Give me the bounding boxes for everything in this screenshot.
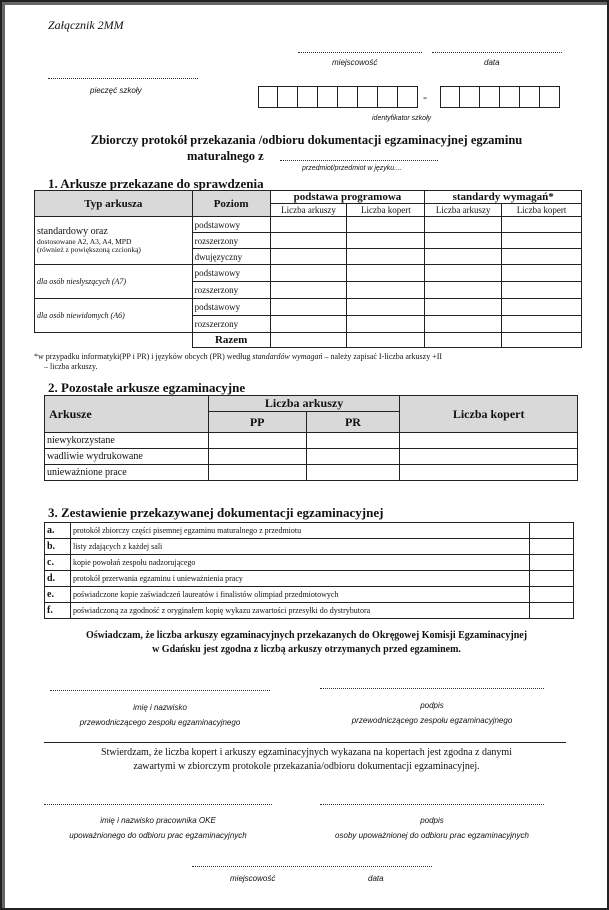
sign1-left2: przewodniczącego zespołu egzaminacyjnego (79, 718, 241, 728)
col-pp-header: podstawa programowa (270, 191, 425, 204)
doc-title-line1: Zbiorczy protokół przekazania /odbioru dokumentacji egzaminacyjnej egzaminu (90, 133, 523, 147)
input-cell[interactable] (425, 265, 502, 282)
subject-line[interactable] (280, 152, 438, 161)
id-box[interactable] (520, 86, 540, 108)
sign2-left-labels (44, 813, 272, 843)
annex-label: Załącznik 2MM (48, 18, 124, 32)
group-deaf: dla osób niesłyszących (A7) (35, 265, 193, 299)
level-ext: rozszerzony (192, 233, 270, 249)
input-cell[interactable] (306, 449, 400, 465)
input-cell[interactable] (208, 433, 306, 449)
school-id-label: identyfikator szkoły (372, 115, 432, 122)
item-text: poświadczone kopie zaświadczeń laureatów i finalistów olimpiad przedmiotowych (70, 587, 529, 603)
id-separator: - (423, 90, 427, 104)
id-box[interactable] (378, 86, 398, 108)
item-letter: d. (45, 571, 71, 587)
sub-envelopes: Liczba kopert (347, 204, 425, 217)
input-cell[interactable] (347, 249, 425, 265)
input-cell[interactable] (347, 217, 425, 233)
item-check[interactable] (530, 555, 574, 571)
place-line (298, 44, 422, 53)
col-sheets-header: Arkusze (45, 396, 209, 433)
level-basic: podstawowy (192, 217, 270, 233)
footnote-part-d: – liczba arkuszy. (44, 362, 98, 371)
id-box[interactable] (540, 86, 560, 108)
footer-date-label: data (368, 874, 384, 883)
total-spacer (35, 333, 193, 348)
input-cell[interactable] (208, 449, 306, 465)
school-id-boxes-2 (440, 86, 560, 108)
input-cell[interactable] (400, 449, 578, 465)
col-type-header: Typ arkusza (35, 191, 193, 217)
input-cell[interactable] (425, 299, 502, 316)
statement-line2: zawartymi w zbiorczym protokole przekazania/odbioru dokumentacji egzaminacyjnej. (133, 761, 480, 772)
name-line[interactable] (50, 684, 270, 691)
id-box[interactable] (500, 86, 520, 108)
doc-title-line2: maturalnego z (187, 149, 264, 163)
input-cell[interactable] (270, 316, 347, 333)
sign2-right1: podpis (420, 816, 444, 825)
subject-hint: przedmiot/przedmiot w języku.... (302, 165, 402, 172)
footer-line[interactable] (192, 860, 432, 867)
school-id-boxes (258, 86, 418, 108)
input-cell[interactable] (347, 333, 425, 348)
input-cell[interactable] (400, 433, 578, 449)
item-check[interactable] (530, 587, 574, 603)
sign1-left-labels (50, 700, 270, 730)
group-blind: dla osób niewidomych (A6) (35, 299, 193, 333)
sub-envelopes: Liczba kopert (502, 204, 582, 217)
footnote-part-a: *w przypadku informatyki(PP i PR) i języków obcych (PR) według (34, 352, 251, 361)
input-cell[interactable] (425, 333, 502, 348)
col-env-header: Liczba kopert (400, 396, 578, 433)
item-letter: b. (45, 539, 71, 555)
input-cell[interactable] (502, 316, 582, 333)
item-text: kopie powołań zespołu nadzorującego (70, 555, 529, 571)
statement-line1: Stwierdzam, że liczba kopert i arkuszy egzaminacyjnych wykazana na kopertach jest zgodna z danymi (101, 747, 512, 758)
date-label: data (484, 58, 500, 67)
col-level-header: Poziom (192, 191, 270, 217)
level-basic: podstawowy (192, 299, 270, 316)
group1-title: standardowy oraz (37, 226, 108, 238)
row-annulled: unieważnione prace (45, 465, 209, 481)
input-cell[interactable] (425, 233, 502, 249)
item-letter: e. (45, 587, 71, 603)
sign2-left2: upoważnionego do odbioru prac egzaminacyjnych (69, 831, 247, 841)
statement (2, 746, 609, 774)
col-pp-header: PP (208, 412, 306, 433)
total-label: Razem (192, 333, 270, 348)
input-cell[interactable] (425, 249, 502, 265)
stamp-label: pieczęć szkoły (90, 86, 142, 95)
section1-footnote (34, 352, 586, 372)
input-cell[interactable] (502, 233, 582, 249)
declaration-line1: Oświadczam, że liczba arkuszy egzaminacyjnych przekazanych do Okręgowej Komisji Egzaminacyjnej (85, 630, 528, 641)
input-cell[interactable] (425, 282, 502, 299)
group-standard (35, 217, 193, 265)
input-cell[interactable] (270, 333, 347, 348)
input-cell[interactable] (270, 217, 347, 233)
input-cell[interactable] (347, 299, 425, 316)
col-count-header: Liczba arkuszy (208, 396, 400, 412)
item-check[interactable] (530, 539, 574, 555)
item-letter: a. (45, 523, 71, 539)
item-text: poświadczoną za zgodność z oryginałem kopię wykazu zawartości przesyłki do dystrybutora (70, 603, 529, 619)
col-pr-header: PR (306, 412, 400, 433)
input-cell[interactable] (502, 217, 582, 233)
sub-sheets: Liczba arkuszy (270, 204, 347, 217)
input-cell[interactable] (400, 465, 578, 481)
sign2-right2: osoby upoważnionej do odbioru prac egzaminacyjnych (335, 831, 529, 841)
id-box[interactable] (358, 86, 378, 108)
input-cell[interactable] (270, 265, 347, 282)
level-ext: rozszerzony (192, 282, 270, 299)
input-cell[interactable] (347, 282, 425, 299)
row-misprinted: wadliwie wydrukowane (45, 449, 209, 465)
item-text: listy zdających z każdej sali (70, 539, 529, 555)
row-unused: niewykorzystane (45, 433, 209, 449)
input-cell[interactable] (347, 316, 425, 333)
section2-heading: 2. Pozostałe arkusze egzaminacyjne (48, 380, 246, 395)
item-text: protokół przerwania egzaminu i unieważnienia pracy (70, 571, 529, 587)
input-cell[interactable] (306, 465, 400, 481)
level-ext: rozszerzony (192, 316, 270, 333)
footer-place-label: miejscowość (230, 874, 276, 883)
input-cell[interactable] (347, 233, 425, 249)
input-cell[interactable] (502, 265, 582, 282)
item-letter: c. (45, 555, 71, 571)
divider (44, 742, 566, 743)
stamp-line (48, 70, 198, 79)
section1-heading: 1. Arkusze przekazane do sprawdzenia (48, 176, 264, 191)
id-box[interactable] (258, 86, 278, 108)
footnote-part-c: – należy zapisać I-liczba arkuszy +II (324, 352, 443, 361)
sign1-left1: imię i nazwisko (133, 703, 187, 712)
input-cell[interactable] (425, 217, 502, 233)
id-box[interactable] (318, 86, 338, 108)
input-cell[interactable] (502, 282, 582, 299)
section1-table (34, 190, 582, 348)
item-check[interactable] (530, 523, 574, 539)
input-cell[interactable] (270, 233, 347, 249)
id-box[interactable] (278, 86, 298, 108)
id-box[interactable] (398, 86, 418, 108)
item-check[interactable] (530, 571, 574, 587)
input-cell[interactable] (502, 249, 582, 265)
item-check[interactable] (530, 603, 574, 619)
input-cell[interactable] (306, 433, 400, 449)
declaration (2, 629, 609, 656)
input-cell[interactable] (270, 282, 347, 299)
section2-table (44, 395, 578, 481)
input-cell[interactable] (502, 299, 582, 316)
level-basic: podstawowy (192, 265, 270, 282)
input-cell[interactable] (208, 465, 306, 481)
signature-line[interactable] (320, 682, 544, 689)
sign1-right2: przewodniczącego zespołu egzaminacyjnego (351, 716, 513, 726)
group1-sub1: dostosowane A2, A3, A4, MPD (37, 236, 132, 246)
declaration-line2: w Gdańsku jest zgodna z liczbą arkuszy otrzymanych przed egzaminem. (152, 643, 461, 655)
sign2-left1: imię i nazwisko pracownika OKE (100, 816, 216, 825)
id-box[interactable] (460, 86, 480, 108)
id-box[interactable] (298, 86, 318, 108)
item-text: protokół zbiorczy części pisemnej egzaminu maturalnego z przedmiotu (70, 523, 529, 539)
sign2-right-labels (320, 813, 544, 843)
oke-name-line[interactable] (44, 798, 272, 805)
oke-signature-line[interactable] (320, 798, 544, 805)
input-cell[interactable] (347, 265, 425, 282)
section3-heading: 3. Zestawienie przekazywanej dokumentacji egzaminacyjnej (48, 505, 384, 520)
input-cell[interactable] (425, 316, 502, 333)
item-letter: f. (45, 603, 71, 619)
id-box[interactable] (480, 86, 500, 108)
input-cell[interactable] (270, 299, 347, 316)
date-line (432, 44, 562, 53)
place-label: miejscowość (332, 58, 378, 67)
col-sw-header: standardy wymagań* (425, 191, 582, 204)
sign1-right-labels (320, 698, 544, 728)
level-bilingual: dwujęzyczny (192, 249, 270, 265)
section3-table (44, 522, 574, 619)
sign1-right1: podpis (420, 701, 444, 710)
group1-sub2: (również z powiększoną czcionką) (37, 244, 141, 254)
id-box[interactable] (338, 86, 358, 108)
sub-sheets: Liczba arkuszy (425, 204, 502, 217)
id-box[interactable] (440, 86, 460, 108)
footnote-part-b: standardów wymagań (252, 352, 323, 361)
input-cell[interactable] (270, 249, 347, 265)
input-cell[interactable] (502, 333, 582, 348)
